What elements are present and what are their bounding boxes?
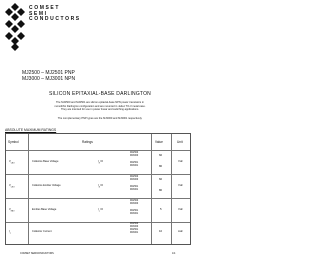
table-header-value: Value bbox=[155, 140, 163, 144]
logo-line-2: SEMI bbox=[29, 10, 48, 17]
description-line-1: The MJ2500 and MJ2501 are silicon epitaxial-base NPN power transistors in bbox=[56, 101, 144, 104]
table-row-divider bbox=[6, 174, 190, 175]
table-row-value: 80 bbox=[159, 164, 163, 168]
table-column-divider bbox=[171, 134, 172, 244]
table-column-divider bbox=[28, 134, 29, 244]
table-row-symbol: $V_{EBO}$ bbox=[9, 208, 15, 213]
table-row-unit: Vdc bbox=[178, 183, 183, 187]
logo-wordmark bbox=[29, 6, 81, 23]
logo-diamond-icon bbox=[5, 3, 25, 51]
table-row-value: 10 bbox=[159, 229, 163, 233]
table-column-divider bbox=[151, 134, 152, 244]
table-row-part-list: MJ2500 MJ3000 MJ2501 MJ3001 bbox=[130, 223, 139, 234]
table-row-value: 60 bbox=[159, 153, 163, 157]
table-row-unit: Adc bbox=[178, 229, 183, 233]
document-title: SILICON EPITAXIAL-BASE DARLINGTON bbox=[49, 91, 151, 97]
table-row-symbol: $I_C$ bbox=[9, 230, 12, 235]
table-row-unit: Vdc bbox=[178, 159, 183, 163]
table-row-parameter: Emitter-Base Voltage bbox=[32, 208, 57, 211]
table-header-ratings: Ratings bbox=[82, 140, 93, 144]
table-row-parameter: Collector-Emitter Voltage bbox=[32, 184, 61, 187]
complementary-note: The complementary PNP types are the MJ3000 and MJ3001 respectively. bbox=[57, 117, 143, 120]
table-row-parameter: Collector-Base Voltage bbox=[32, 160, 59, 163]
table-row-part-list: MJ2500 MJ3000 MJ2501 MJ3001 bbox=[130, 176, 139, 191]
ratings-table bbox=[5, 133, 191, 245]
part-number-line-2: MJ3000 – MJ3001 NPN bbox=[22, 76, 76, 82]
section-title: ABSOLUTE MAXIMUM RATINGS bbox=[5, 128, 57, 132]
table-row-symbol: $V_{CBO}$ bbox=[9, 160, 15, 165]
table-row-symbol: $V_{CEO}$ bbox=[9, 184, 15, 189]
table-row-value: 60 bbox=[159, 177, 163, 181]
table-row-value: 5 bbox=[160, 207, 162, 211]
table-header-divider bbox=[6, 150, 190, 151]
table-header-unit: Unit bbox=[177, 140, 183, 144]
table-row-condition: $I_C=0$ bbox=[98, 208, 104, 213]
table-row-divider bbox=[6, 222, 190, 223]
description-line-2: monolithic Darlington configuration and are mounted in Jedec TO-3 metal case. bbox=[54, 104, 146, 108]
table-row-condition: $I_B=0$ bbox=[98, 184, 103, 189]
description-paragraph bbox=[32, 101, 168, 112]
table-row-condition: $I_E=0$ bbox=[98, 160, 103, 165]
table-row-part-list: MJ2500 MJ3000 MJ2501 MJ3001 bbox=[130, 200, 139, 215]
company-logo bbox=[5, 3, 85, 51]
table-row-value: 80 bbox=[159, 188, 163, 192]
footer-page-number: 1/4 bbox=[172, 252, 176, 255]
logo-line-1: COMSET bbox=[29, 5, 60, 11]
table-row-parameter: Collector Current bbox=[32, 230, 52, 233]
table-row-divider bbox=[6, 198, 190, 199]
table-row-unit: Vdc bbox=[178, 207, 183, 211]
footer-company: COMSET SEMICONDUCTORS bbox=[20, 252, 54, 255]
table-header-symbol: Symbol bbox=[8, 140, 19, 144]
table-row-part-list: MJ2500 MJ3000 MJ2501 MJ3001 bbox=[130, 152, 139, 167]
logo-line-3: CONDUCTORS bbox=[29, 16, 81, 23]
description-line-3: They are intented for use in power linear and switching applications. bbox=[60, 108, 139, 112]
part-number-line-1: MJ2500 – MJ2501 PNP bbox=[22, 70, 75, 76]
